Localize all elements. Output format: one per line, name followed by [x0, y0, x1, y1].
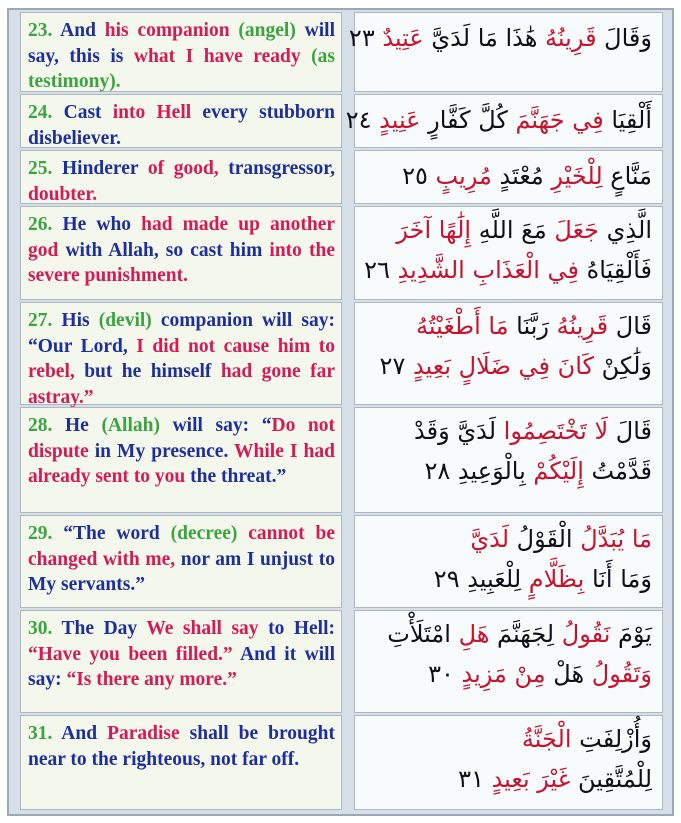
- verse-number: 23.: [28, 20, 61, 41]
- translation-segment: with Allah, so cast him: [65, 239, 270, 261]
- arabic-segment: مَا يُبَدَّلُ: [572, 525, 652, 553]
- arabic-segment: الْقَوْلُ: [509, 525, 573, 553]
- translation-segment: companion will say: “Our Lord,: [28, 310, 335, 357]
- translation-segment: cannot be changed with me,: [28, 523, 335, 570]
- verse-number: 24.: [28, 102, 64, 123]
- verse-number: 27.: [28, 310, 62, 331]
- arabic-cell: [348, 12, 663, 92]
- verse-row: [20, 610, 672, 713]
- translation-segment: “Have you been filled.”: [28, 643, 241, 665]
- arabic-segment: فَأَلْقِيَاهُ: [579, 256, 652, 284]
- arabic-segment: مَزِيدٍ: [453, 660, 507, 688]
- arabic-segment: ٣١: [458, 765, 484, 793]
- arabic-line: [363, 613, 652, 651]
- translation-segment: to Hell:: [268, 618, 335, 639]
- arabic-cell: [354, 302, 663, 405]
- arabic-segment: رَبَّنَا: [508, 312, 549, 340]
- arabic-line: [363, 305, 652, 343]
- verse-number: 26.: [28, 214, 63, 235]
- arabic-cell: [354, 407, 663, 513]
- arabic-segment: أَلْقِيَا: [603, 106, 652, 134]
- verse-row: [20, 715, 672, 810]
- arabic-line: [363, 718, 652, 756]
- verse-row: [20, 302, 672, 408]
- arabic-segment: إِلَٰهًا آخَرَ: [396, 216, 472, 244]
- arabic-cell: [345, 94, 663, 148]
- arabic-segment: قَرِينُهُ: [549, 312, 609, 340]
- translation-segment: The Day: [61, 618, 147, 639]
- arabic-segment: وَتَقُولُ: [584, 660, 652, 688]
- translation-segment: “The word: [63, 523, 171, 544]
- arabic-segment: كُلَّ كَفَّارٍ: [420, 106, 508, 134]
- arabic-segment: جَعَلَ: [546, 216, 599, 244]
- translation-segment: will say: “: [172, 415, 272, 436]
- translation-segment: to you: [133, 466, 191, 487]
- arabic-segment: ضَلَالٍ بَعِيدٍ: [405, 352, 511, 380]
- translation-segment: Hinderer: [62, 158, 148, 179]
- arabic-line: [363, 410, 652, 448]
- arabic-segment: عَتِيدٌ: [374, 24, 424, 52]
- arabic-segment: لَدَيَّ: [470, 525, 510, 553]
- arabic-segment: فِي الْعَذَابِ الشَّدِيدِ: [389, 256, 579, 284]
- arabic-segment: وَمَا أَنَا: [584, 565, 652, 593]
- translation-segment: what I have ready: [133, 45, 312, 67]
- translation-segment: his companion: [104, 20, 239, 41]
- arabic-cell: [354, 715, 663, 810]
- verse-number: 29.: [28, 523, 64, 544]
- arabic-segment: ٢٧: [379, 352, 406, 380]
- arabic-segment: نَقُولُ: [554, 620, 611, 648]
- arabic-segment: قَالَ: [608, 417, 652, 445]
- arabic-segment: غَيْرَ بَعِيدٍ: [483, 765, 571, 793]
- translation-segment: nor am I unjust to My servants.”: [28, 548, 335, 595]
- arabic-segment: ٢٥: [402, 162, 428, 190]
- translation-segment: (devil): [98, 310, 161, 331]
- translation-cell: [20, 715, 342, 810]
- arabic-segment: الَّذِي: [599, 216, 652, 244]
- arabic-segment: ٢٦: [364, 256, 390, 284]
- arabic-segment: الْجَنَّةُ: [521, 725, 572, 753]
- arabic-segment: قَالَ: [608, 312, 652, 340]
- arabic-segment: مُعْتَدٍ: [491, 162, 544, 190]
- translation-segment: of: [147, 158, 174, 179]
- translation-cell: [20, 302, 342, 408]
- arabic-line: [363, 343, 652, 383]
- arabic-segment: مَنَّاعٍ: [602, 162, 652, 190]
- translation-cell: [20, 610, 342, 713]
- translation-segment: And: [60, 20, 105, 41]
- translation-segment: into: [112, 102, 157, 123]
- arabic-segment: هَٰذَا مَا لَدَيَّ: [423, 24, 538, 52]
- translation-segment: And: [61, 723, 108, 744]
- arabic-line: [363, 556, 652, 596]
- arabic-segment: لِجَهَنَّمَ: [489, 620, 555, 648]
- arabic-segment: إِلَيْكُمْ: [525, 457, 584, 485]
- arabic-cell: [354, 150, 663, 204]
- translation-cell: [20, 206, 342, 300]
- translation-cell: [20, 150, 342, 204]
- verses-table: [7, 8, 674, 816]
- translation-segment: good,: [173, 158, 229, 179]
- arabic-segment: مَا أَطْغَيْتُهُ: [416, 312, 509, 340]
- translation-segment: He: [65, 415, 102, 436]
- translation-segment: And it will say:: [28, 643, 335, 690]
- translation-segment: in My presence.: [94, 440, 235, 462]
- translation-cell: [20, 12, 342, 92]
- arabic-line: [363, 153, 652, 193]
- translation-segment: but he himself: [84, 361, 221, 382]
- verse-row: [20, 407, 672, 513]
- translation-segment: had made up another god: [28, 214, 336, 261]
- arabic-segment: فِي جَهَنَّمَ: [507, 106, 604, 134]
- arabic-segment: يَوْمَ: [610, 620, 652, 648]
- translation-segment: Do not dispute: [28, 415, 336, 462]
- verse-row: [20, 94, 672, 148]
- verse-number: 28.: [28, 415, 65, 436]
- translation-segment: every stubborn disbeliever.: [28, 102, 335, 149]
- verse-number: 31.: [28, 723, 62, 744]
- arabic-segment: وَقَالَ: [596, 24, 652, 52]
- translation-segment: While I had already sent: [28, 440, 335, 487]
- arabic-segment: مُرِيبٍ: [427, 162, 492, 190]
- arabic-line: [345, 97, 652, 137]
- translation-segment: He who: [62, 214, 142, 235]
- arabic-line: [363, 651, 652, 691]
- arabic-segment: عَنِيدٍ: [371, 106, 421, 134]
- arabic-segment: بِالْوَعِيدِ: [450, 457, 526, 485]
- translation-segment: into the severe punishment.: [28, 239, 335, 286]
- verse-number: 25.: [28, 158, 62, 179]
- arabic-segment: بِظَلَّامٍ: [521, 565, 585, 593]
- verse-row: [20, 515, 672, 608]
- arabic-line: [363, 209, 652, 247]
- translation-segment: I did not cause him to rebel,: [28, 335, 335, 382]
- arabic-segment: ٢٣: [348, 24, 375, 52]
- translation-segment: (decree): [170, 523, 249, 544]
- arabic-line: [363, 247, 652, 287]
- arabic-segment: مَعَ اللَّهِ: [471, 216, 547, 244]
- translation-cell: [20, 515, 342, 608]
- arabic-line: [363, 448, 652, 488]
- arabic-segment: مِنْ: [506, 660, 546, 688]
- arabic-segment: قَدَّمْتُ: [583, 457, 652, 485]
- arabic-segment: ٣٠: [428, 660, 454, 688]
- arabic-segment: ٢٨: [424, 457, 451, 485]
- arabic-cell: [354, 515, 663, 608]
- arabic-segment: هَلِ: [450, 620, 490, 648]
- translation-segment: transgressor,: [228, 158, 335, 179]
- translation-segment: shall be brought near to the righteous, not far off.: [28, 723, 335, 770]
- translation-segment: (Allah): [101, 415, 173, 436]
- arabic-segment: امْتَلَأْتِ: [387, 620, 451, 648]
- translation-segment: doubter.: [28, 183, 98, 205]
- arabic-segment: هَلْ: [545, 660, 585, 688]
- arabic-segment: لِلْعَبِيدِ: [459, 565, 522, 593]
- translation-segment: the threat.”: [190, 466, 287, 487]
- arabic-segment: لِلْخَيْرِ: [543, 162, 603, 190]
- translation-segment: will say, this is: [28, 20, 335, 67]
- verse-row: [20, 150, 672, 204]
- verse-row: [20, 12, 672, 92]
- translation-segment: had gone far astray.”: [28, 361, 335, 408]
- arabic-segment: قَرِينُهُ: [537, 24, 597, 52]
- arabic-segment: وَأُزْلِفَتِ: [571, 725, 652, 753]
- translation-segment: “Is there any more.”: [66, 669, 237, 690]
- arabic-line: [363, 518, 652, 556]
- arabic-segment: ٢٤: [345, 106, 372, 134]
- arabic-line: [363, 756, 652, 796]
- arabic-segment: وَلَٰكِنْ: [593, 352, 652, 380]
- verse-row: [20, 206, 672, 300]
- arabic-segment: لَا تَخْتَصِمُوا: [496, 417, 609, 445]
- arabic-segment: لَدَيَّ وَقَدْ: [414, 417, 497, 445]
- translation-segment: Paradise: [107, 723, 190, 744]
- translation-segment: His: [61, 310, 99, 331]
- arabic-line: [348, 15, 652, 55]
- translation-cell: [20, 94, 342, 148]
- translation-segment: (angel): [238, 20, 305, 41]
- arabic-cell: [354, 610, 663, 713]
- arabic-segment: لِلْمُتَّقِينَ: [570, 765, 652, 793]
- arabic-segment: كَانَ فِي: [510, 352, 594, 380]
- translation-segment: Hell: [156, 102, 203, 123]
- translation-segment: We shall say: [146, 618, 269, 639]
- verse-number: 30.: [28, 618, 62, 639]
- translation-segment: (as testimony).: [28, 45, 335, 92]
- arabic-cell: [354, 206, 663, 300]
- translation-cell: [20, 407, 342, 513]
- translation-segment: Cast: [63, 102, 113, 123]
- arabic-segment: ٢٩: [433, 565, 460, 593]
